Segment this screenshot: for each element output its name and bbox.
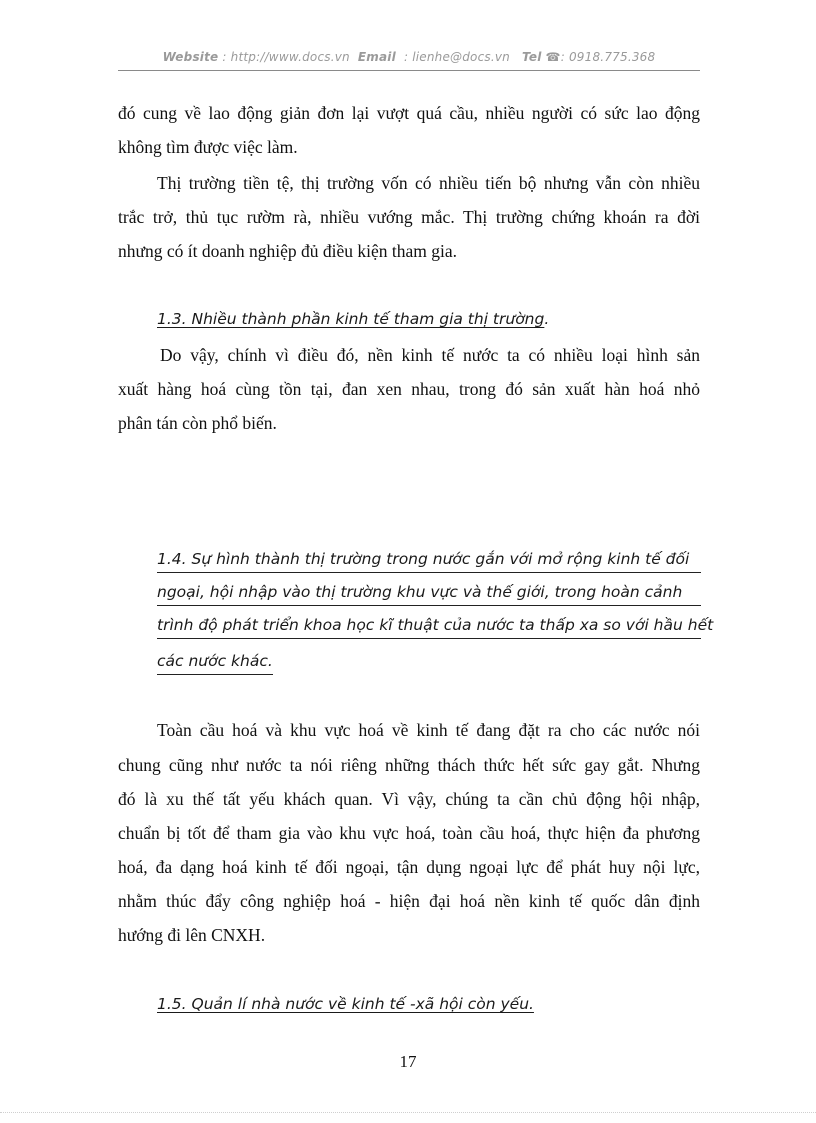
website-label: Website (162, 50, 219, 64)
tel-label: Tel (522, 50, 542, 64)
email-value: : lienhe@docs.vn (403, 50, 510, 64)
paragraph-4-line-3: đó là xu thế tất yếu khách quan. Vì vậy, chúng ta cần chủ động hội nhập, (118, 789, 700, 809)
paragraph-4-line-4: chuẩn bị tốt để tham gia vào khu vực hoá, toàn cầu hoá, thực hiện đa phương (118, 823, 700, 843)
paragraph-3-line-1: Do vậy, chính vì điều đó, nền kinh tế nước ta có nhiều loại hình sản (160, 345, 700, 365)
heading-1-4-line-2: ngoại, hội nhập vào thị trường khu vực và thế giới, trong hoàn cảnh (157, 579, 701, 606)
heading-1-4-line-4: các nước khác. (157, 648, 273, 675)
page-number: 17 (399, 1052, 417, 1071)
paragraph-2-line-1: Thị trường tiền tệ, thị trường vốn có nhiều tiến bộ nhưng vẫn còn nhiều (157, 173, 700, 193)
bottom-divider (0, 1112, 816, 1113)
paragraph-4-line-5: hoá, đa dạng hoá kinh tế đối ngoại, tận dụng ngoại lực để phát huy nội lực, (118, 857, 700, 877)
header-divider (118, 70, 700, 71)
paragraph-4-line-6: nhằm thúc đẩy công nghiệp hoá - hiện đại hoá nền kinh tế quốc dân định (118, 891, 700, 911)
email-label: Email (357, 50, 396, 64)
paragraph-1-line-1: đó cung về lao động giản đơn lại vượt quá cầu, nhiều người có sức lao động (118, 103, 700, 123)
tel-value: : 0918.775.368 (560, 50, 656, 64)
phone-icon: ☎ (545, 50, 561, 64)
heading-1-3-text: 1.3. Nhiều thành phần kinh tế tham gia thị trường (157, 310, 545, 328)
paragraph-4-line-2: chung cũng như nước ta nói riêng những thách thức hết sức gay gắt. Nhưng (118, 755, 700, 775)
heading-1-4-line-3: trình độ phát triển khoa học kĩ thuật của nước ta thấp xa so với hầu hết (157, 612, 701, 639)
heading-1-4 (157, 546, 714, 681)
paragraph-2-line-2: trắc trở, thủ tục rườm rà, nhiều vướng mắc. Thị trường chứng khoán ra đời (118, 207, 700, 227)
paragraph-4-line-1: Toàn cầu hoá và khu vực hoá về kinh tế đang đặt ra cho các nước nói (157, 720, 700, 740)
paragraph-2-line-3: nhưng có ít doanh nghiệp đủ điều kiện tham gia. (118, 241, 458, 261)
website-value: : http://www.docs.vn (222, 50, 350, 64)
page-header (118, 50, 700, 64)
paragraph-3-line-2: xuất hàng hoá cùng tồn tại, đan xen nhau, trong đó sản xuất hàn hoá nhỏ (118, 379, 700, 399)
paragraph-4-line-7: hướng đi lên CNXH. (118, 925, 266, 945)
heading-1-5: 1.5. Quản lí nhà nước về kinh tế -xã hội còn yếu. (157, 995, 534, 1013)
heading-1-3-period: . (544, 310, 550, 328)
heading-1-4-line-1: 1.4. Sự hình thành thị trường trong nước gắn với mở rộng kinh tế đối (157, 546, 701, 573)
paragraph-1-line-2: không tìm được việc làm. (118, 137, 298, 157)
heading-1-3 (157, 310, 549, 328)
paragraph-3-line-3: phân tán còn phổ biến. (118, 413, 277, 433)
